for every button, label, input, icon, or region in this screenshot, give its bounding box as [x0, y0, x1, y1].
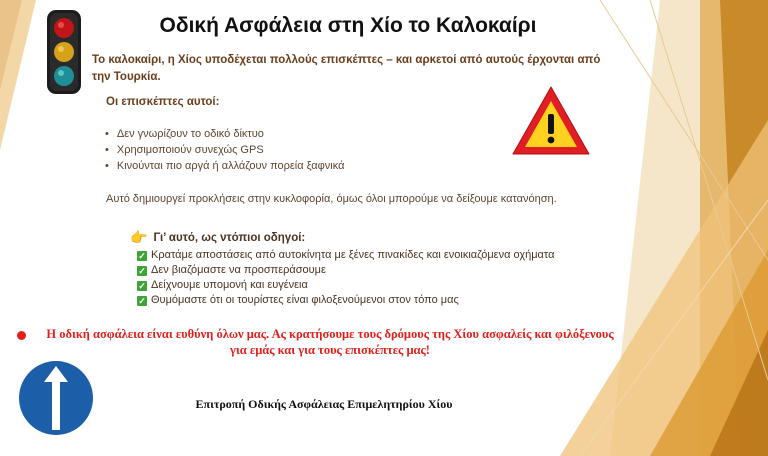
list-item: • Χρησιμοποιούν συνεχώς GPS	[105, 142, 344, 158]
list-item	[137, 263, 554, 278]
locals-heading-row	[130, 229, 305, 246]
red-dot-icon	[17, 331, 26, 340]
warning-message	[34, 326, 626, 358]
list-item	[137, 293, 554, 308]
pointing-hand-icon: 👉	[130, 229, 148, 245]
list-item: • Δεν γνωρίζουν το οδικό δίκτυο	[105, 126, 344, 142]
challenge-text: Αυτό δημιουργεί προκλήσεις στην κυκλοφορία, όμως όλοι μπορούμε να δείξουμε κατανόηση.	[106, 193, 557, 205]
footer-signature: Επιτροπή Οδικής Ασφάλειας Επιμελητηρίου Χίου	[195, 397, 453, 411]
list-item-label: Κρατάμε αποστάσεις από αυτοκίνητα με ξένες πινακίδες και ενοικιαζόμενα οχήματα	[151, 249, 555, 261]
check-mark-icon: ✓	[138, 280, 146, 291]
check-mark-icon: ✓	[138, 265, 146, 276]
page-title: Οδική Ασφάλεια στη Χίο το Καλοκαίρι	[159, 14, 537, 37]
list-item-label: Θυμόμαστε ότι οι τουρίστες είναι φιλοξενούμενοι στον τόπο μας	[151, 294, 459, 306]
intro-text: Το καλοκαίρι, η Χίος υποδέχεται πολλούς επισκέπτες – και αρκετοί από αυτούς έρχονται από την Τουρκία.	[92, 54, 601, 83]
visitor-points	[105, 126, 344, 174]
check-mark-icon: ✓	[138, 250, 146, 261]
visitors-heading: Οι επισκέπτες αυτοί:	[106, 96, 220, 108]
local-points	[137, 248, 554, 308]
traffic-light-icon	[44, 8, 84, 96]
warning-line-2: για εμάς και για τους επισκέπτες μας!	[230, 343, 430, 357]
list-item	[137, 278, 554, 293]
locals-heading: Γι’ αυτό, ως ντόπιοι οδηγοί:	[153, 231, 306, 244]
list-item: • Κινούνται πιο αργά ή αλλάζουν πορεία ξαφνικά	[105, 158, 344, 174]
list-item-label: Δεν βιαζόμαστε να προσπεράσουμε	[151, 264, 326, 276]
warning-line-1: Η οδική ασφάλεια είναι ευθύνη όλων μας. Ας κρατήσουμε τους δρόμους της Χίου ασφαλείς και φιλόξενους	[46, 327, 614, 341]
list-item-label: Δείχνουμε υπομονή και ευγένεια	[151, 279, 308, 291]
warning-sign-icon	[510, 84, 592, 158]
one-way-arrow-sign-icon	[16, 358, 96, 438]
check-mark-icon: ✓	[138, 295, 146, 306]
list-item	[137, 248, 554, 263]
